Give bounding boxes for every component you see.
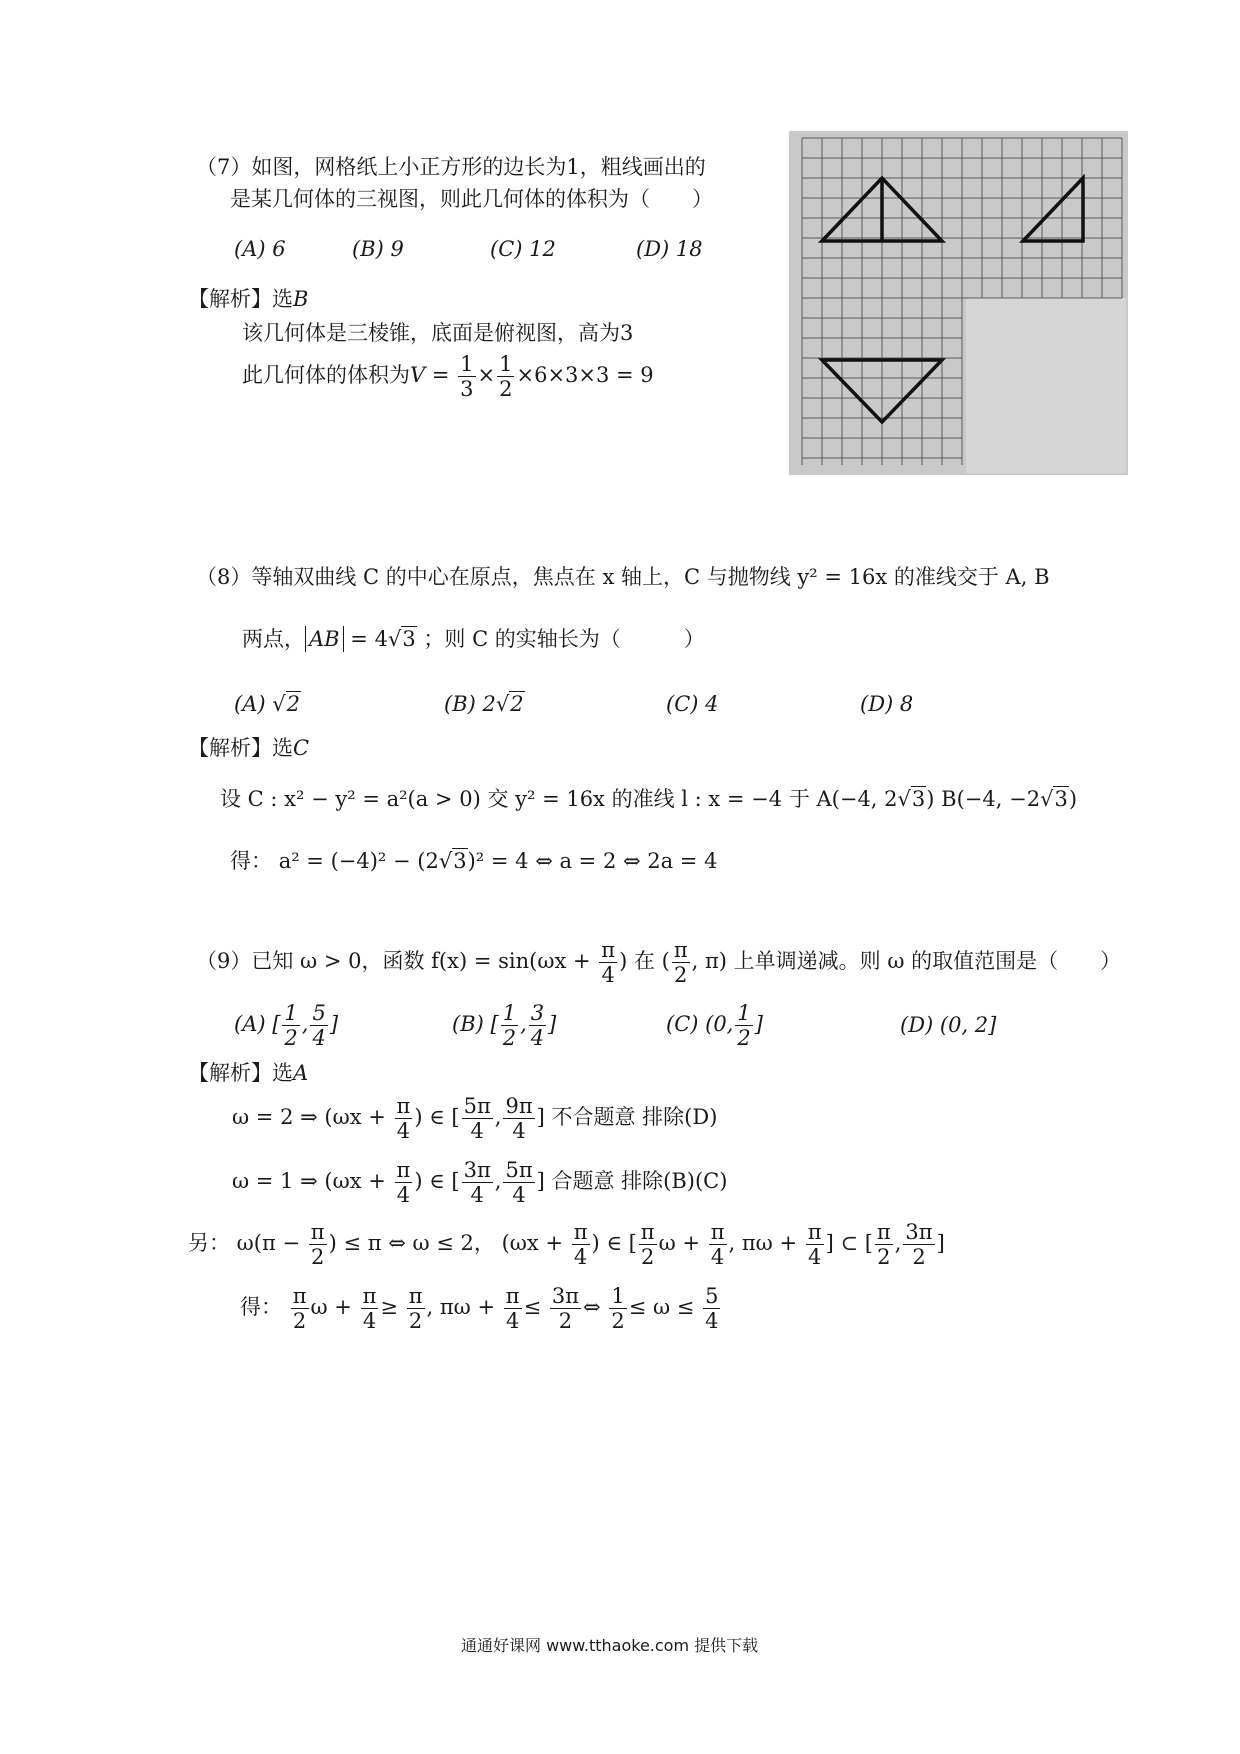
q8-stem-line1: （8）等轴双曲线 C 的中心在原点，焦点在 x 轴上，C 与抛物线 y² = 16x 的准线交于 A, B [196,565,1050,589]
q9-explain-line1: ω = 2 ⇒ (ωx + $\frac{\pi}{4}$ ) ∈ [ $\frac{5\pi}{4}$ , $\frac{9\pi}{4}$ ] 不合题意 排除(D) [232,1094,718,1143]
q7-volume-formula: 此几何体的体积为V = $\frac{1}{3}$ × $\frac{1}{2}$ ×6×3×3 = 9 [242,352,654,401]
fraction-one-third: $\frac{1}{3}$ [460,352,474,401]
q8-answer: 【解析】选C [188,736,310,760]
q7-stem-line1: （7）如图，网格纸上小正方形的边长为1，粗线画出的 [196,155,706,179]
q9-option-a: (A) [ $\frac{1}{2}$ , $\frac{5}{4}$ ] [234,1001,339,1050]
q8-explain-line2: 得： a² = (−4)² − (2√3)² = 4 ⇔ a = 2 ⇔ 2a = 4 [230,849,718,873]
q8-option-b: (B) 2√2 [444,692,524,716]
q8-option-c: (C) 4 [666,692,719,716]
q9-explain-line2: ω = 1 ⇒ (ωx + $\frac{\pi}{4}$ ) ∈ [ $\frac{3\pi}{4}$ , $\frac{5\pi}{4}$ ] 合题意 排除(B)(C) [232,1158,728,1207]
q9-answer: 【解析】选A [188,1061,309,1085]
ab-absolute-value: AB [305,626,344,652]
q7-explain-line1: 该几何体是三棱锥，底面是俯视图，高为3 [242,321,634,345]
q7-option-b: (B) 9 [352,237,404,261]
q7-number: （7） [196,155,252,179]
q9-explain-line4: 得： $\frac{\pi}{2}$ ω + $\frac{\pi}{4}$ ≥ $\frac{\pi}{2}$ , πω + $\frac{\pi}{4}$ ≤ $\frac{3\pi}{2}$ ⇔ $\frac{1}{2}$ ≤ ω ≤ $\frac{5}{4}$ [240,1284,719,1333]
q7-answer: 【解析】选B [188,287,309,311]
q7-option-a: (A) 6 [234,237,286,261]
q9-explain-line3: 另： ω(π − $\frac{\pi}{2}$ ) ≤ π ⇔ ω ≤ 2， (ωx + $\frac{\pi}{4}$ ) ∈ [ $\frac{\pi}{2}$ ω + $\frac{\pi}{4}$ , πω + $\frac{\pi}{4}$ ] ⊂ [ $\frac{\pi}{2}$ , $\frac{3\pi}{2}$ ] [188,1220,945,1269]
q8-stem-line2: 两点， AB = 4√3 ；则 C 的实轴长为（ ） [242,627,705,651]
q9-number: （9） [196,949,252,973]
q7-option-d: (D) 18 [636,237,703,261]
q8-option-d: (D) 8 [860,692,914,716]
q8-option-a: (A) √2 [234,692,300,716]
q9-option-b: (B) [ $\frac{1}{2}$ , $\frac{3}{4}$ ] [452,1001,557,1050]
q8-explain-line1: 设 C : x² − y² = a²(a > 0) 交 y² = 16x 的准线 l : x = −4 于 A(−4, 2√3) B(−4, −2√3) [220,787,1078,811]
fraction-one-half: $\frac{1}{2}$ [499,352,513,401]
q8-number: （8） [196,565,252,589]
q9-option-c: (C) (0, $\frac{1}{2}$ ] [666,1001,763,1050]
q7-option-c: (C) 12 [490,237,556,261]
q9-stem: （9）已知 ω > 0，函数 f(x) = sin(ωx + $\frac{\pi}{4}$ ) 在 ( $\frac{\pi}{2}$ , π) 上单调递减。则 ω 的取值范围是（ ） [196,938,1122,987]
three-view-grid-figure [789,131,1128,475]
q7-stem-line2: 是某几何体的三视图，则此几何体的体积为（ ） [230,187,713,211]
q9-option-d: (D) (0, 2] [900,1013,997,1037]
footer-source: 通通好课网 www.tthaoke.com 提供下载 [461,1636,759,1655]
